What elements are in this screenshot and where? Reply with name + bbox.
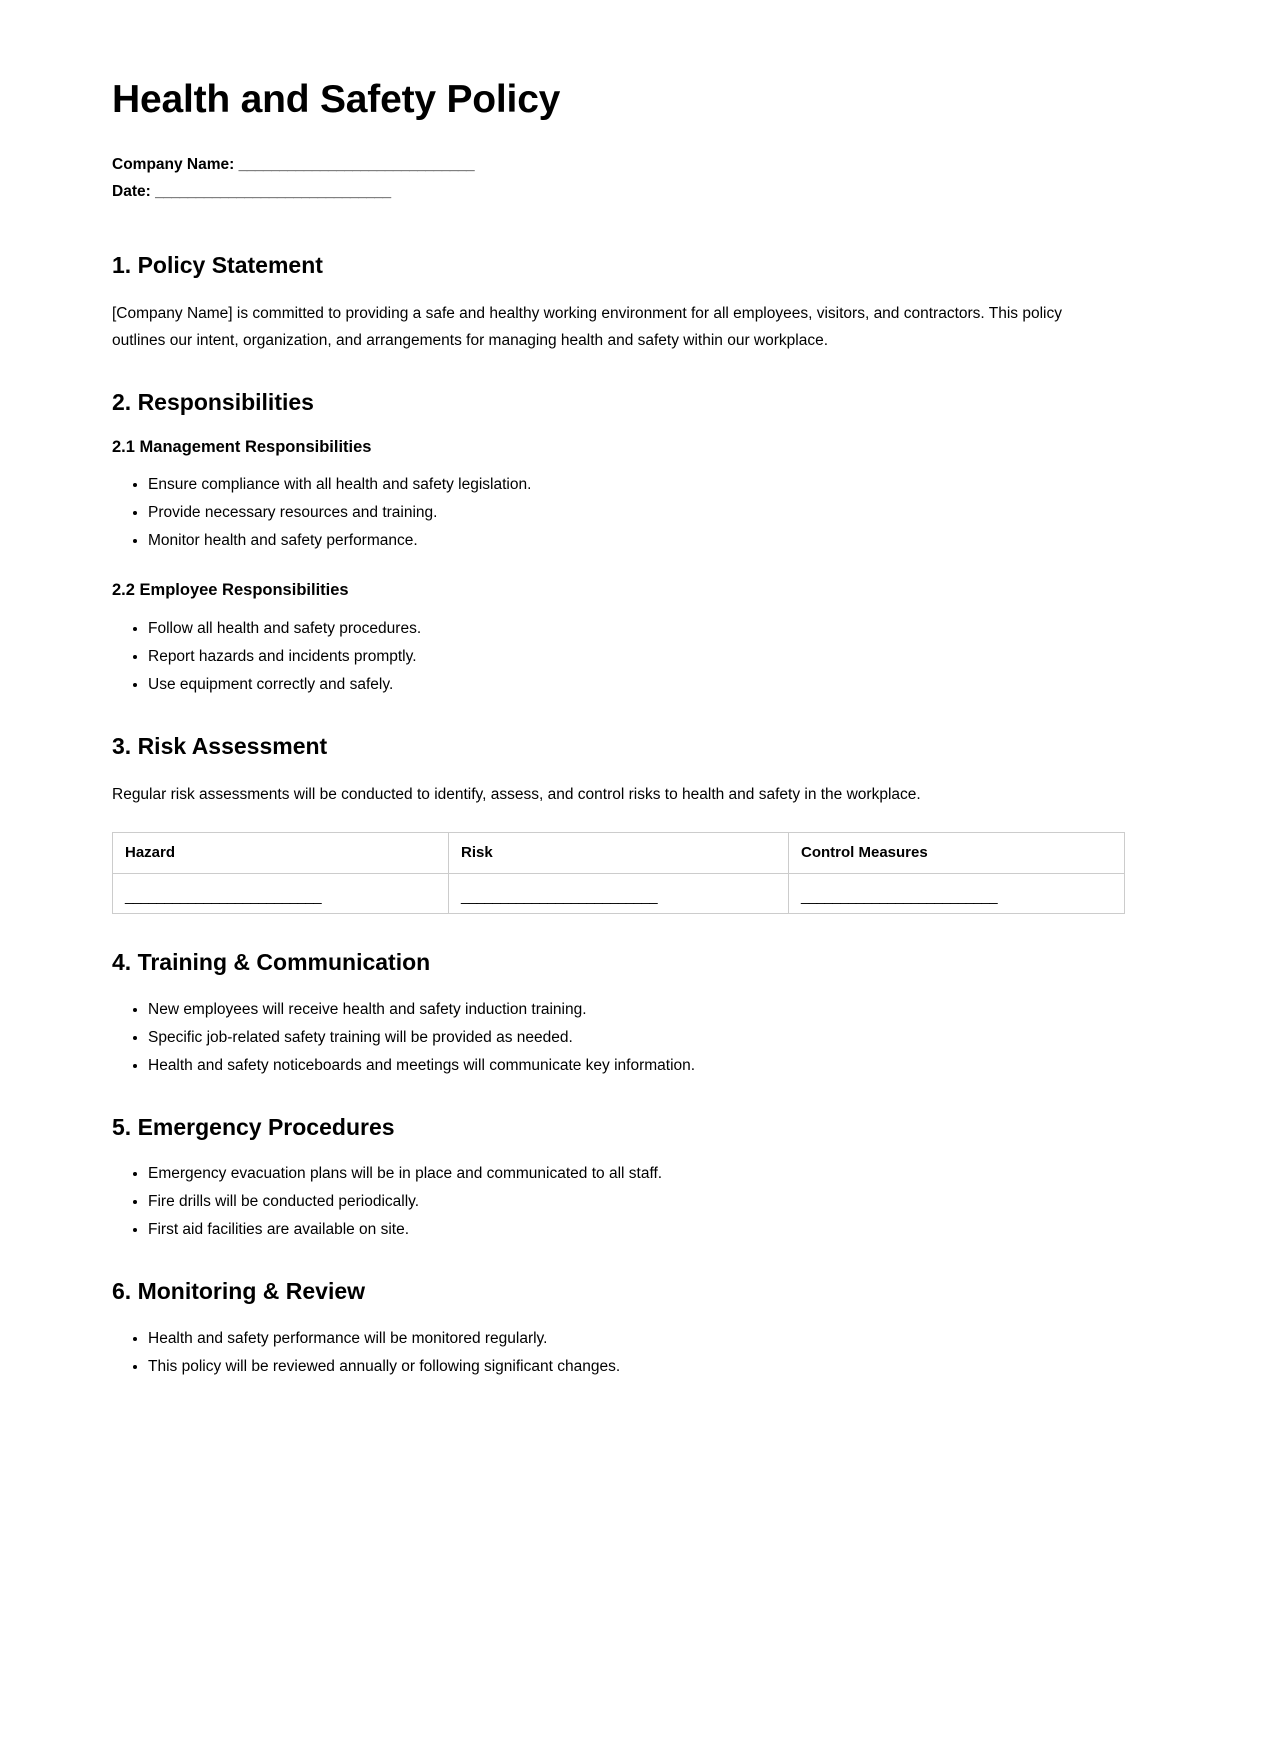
- section-training-communication: [112, 948, 1151, 1079]
- column-header-control-measures: Control Measures: [789, 832, 1125, 873]
- company-name-field-line: [112, 151, 1151, 178]
- section-heading-risk-assessment: 3. Risk Assessment: [112, 732, 328, 759]
- list-item: • Emergency evacuation plans will be in place and communicated to all staff.: [148, 1161, 1151, 1187]
- monitoring-review-list: [112, 1326, 1151, 1380]
- table-header-row: [113, 832, 1125, 873]
- list-item: • This policy will be reviewed annually or following significant changes.: [148, 1354, 1151, 1380]
- risk-assessment-table-body: [113, 873, 1125, 913]
- risk-assessment-paragraph: Regular risk assessments will be conducted to identify, assess, and control risks to health and safety in the workplace.: [112, 785, 921, 803]
- table-cell-hazard[interactable]: [113, 873, 449, 913]
- policy-statement-paragraph: [Company Name] is committed to providing a safe and healthy working environment for all employees, visitors, and contractors. This policy outlines our intent, organization, and arrangements for managing health and safety within our workplace.: [112, 304, 1062, 349]
- date-blank-rule[interactable]: _____________________________: [155, 182, 391, 200]
- hazard-blank-rule[interactable]: _________________________: [125, 887, 322, 905]
- section-heading-monitoring-review: 6. Monitoring & Review: [112, 1278, 366, 1305]
- date-field-line: [112, 178, 1151, 205]
- page-bottom-whitespace: [112, 1414, 1151, 1714]
- section-risk-assessment: [112, 732, 1151, 914]
- page-title: Health and Safety Policy: [112, 78, 561, 121]
- subsection-employee-responsibilities: [112, 580, 1151, 698]
- section-heading-policy-statement: 1. Policy Statement: [112, 252, 323, 279]
- management-responsibilities-list: [112, 472, 1151, 554]
- section-responsibilities: [112, 388, 1151, 698]
- list-item: • Ensure compliance with all health and safety legislation.: [148, 472, 1151, 498]
- column-header-risk: Risk: [449, 832, 789, 873]
- list-item: • Follow all health and safety procedures.: [148, 616, 1151, 642]
- section-heading-responsibilities: 2. Responsibilities: [112, 389, 314, 416]
- section-heading-emergency-procedures: 5. Emergency Procedures: [112, 1113, 395, 1140]
- column-header-hazard: Hazard: [113, 832, 449, 873]
- sub-heading-management-responsibilities: 2.1 Management Responsibilities: [112, 437, 372, 456]
- list-item: • Health and safety noticeboards and meetings will communicate key information.: [148, 1053, 1151, 1079]
- subsection-management-responsibilities: [112, 437, 1151, 555]
- list-item: • Fire drills will be conducted periodically.: [148, 1189, 1151, 1215]
- list-item: • New employees will receive health and safety induction training.: [148, 997, 1151, 1023]
- list-item: • Provide necessary resources and training.: [148, 500, 1151, 526]
- emergency-procedures-list: [112, 1161, 1151, 1243]
- risk-assessment-table-head: [113, 832, 1125, 873]
- document-meta-block: [112, 151, 1151, 205]
- company-name-blank-rule[interactable]: _____________________________: [238, 155, 475, 173]
- table-cell-risk[interactable]: [449, 873, 789, 913]
- list-item: • First aid facilities are available on site.: [148, 1217, 1151, 1243]
- section-policy-statement: [112, 251, 1151, 354]
- control-measures-blank-rule[interactable]: _________________________: [801, 887, 998, 905]
- table-row: [113, 873, 1125, 913]
- list-item: • Specific job-related safety training will be provided as needed.: [148, 1025, 1151, 1051]
- list-item: • Health and safety performance will be monitored regularly.: [148, 1326, 1151, 1352]
- company-name-label: Company Name:: [112, 155, 235, 173]
- risk-blank-rule[interactable]: _________________________: [461, 887, 658, 905]
- sub-heading-employee-responsibilities: 2.2 Employee Responsibilities: [112, 581, 349, 600]
- training-communication-list: [112, 997, 1151, 1079]
- list-item: • Report hazards and incidents promptly.: [148, 644, 1151, 670]
- risk-assessment-table: [112, 832, 1125, 914]
- date-label: Date:: [112, 182, 151, 200]
- table-cell-control-measures[interactable]: [789, 873, 1125, 913]
- employee-responsibilities-list: [112, 616, 1151, 698]
- section-monitoring-review: [112, 1277, 1151, 1380]
- list-item: • Use equipment correctly and safely.: [148, 672, 1151, 698]
- list-item: • Monitor health and safety performance.: [148, 528, 1151, 554]
- section-heading-training-communication: 4. Training & Communication: [112, 948, 431, 975]
- section-emergency-procedures: [112, 1113, 1151, 1244]
